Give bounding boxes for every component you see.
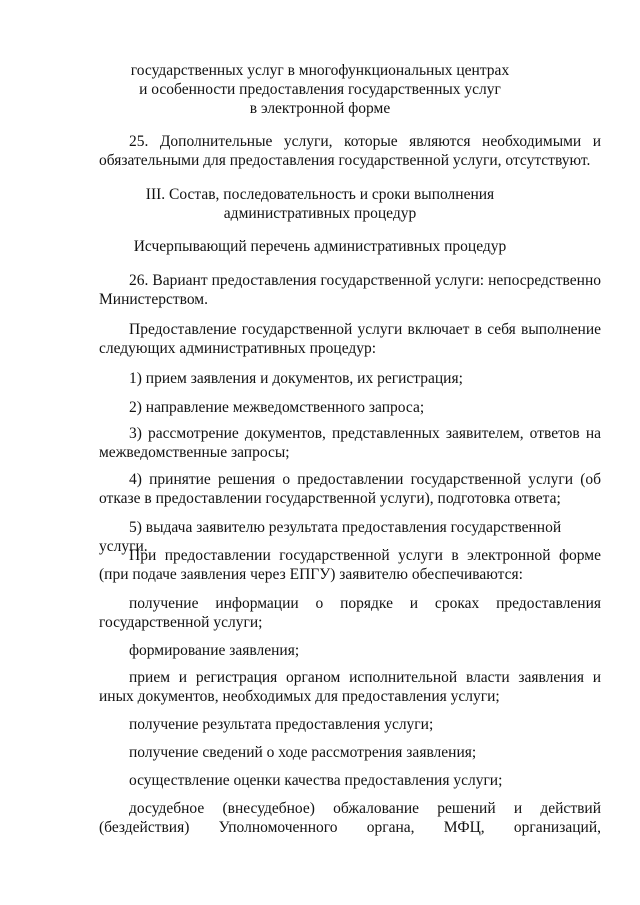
- header-line-1: государственных услуг в многофункциональных центрах: [130, 62, 510, 79]
- provision-item-4: получение результата предоставления услуги;: [129, 716, 434, 733]
- header-line-3: в электронной форме: [249, 100, 391, 117]
- last-paragraph-line-2: (бездействия) Уполномоченного органа, МФЦ, организаций,: [99, 819, 601, 836]
- electronic-form-intro: При предоставлении государственной услуги в электронной форме (при подаче заявления через ЕПГУ) заявителю обеспечиваются:: [99, 547, 601, 583]
- last-paragraph-line-1: досудебное (внесудебное) обжалование решений и действий: [129, 800, 601, 817]
- provision-item-1: получение информации о порядке и сроках предоставления государственной услуги;: [99, 595, 601, 631]
- paragraph-26: 26. Вариант предоставления государственной услуги: непосредственно Министерством.: [99, 272, 601, 308]
- provision-item-3: прием и регистрация органом исполнительной власти заявления и иных документов, необходимых для предоставления услуги;: [99, 669, 601, 705]
- subheading: Исчерпывающий перечень административных процедур: [133, 238, 507, 255]
- procedure-item-1: 1) прием заявления и документов, их регистрация;: [129, 370, 463, 387]
- provision-item-6: осуществление оценки качества предоставления услуги;: [129, 772, 503, 789]
- procedure-item-4: 4) принятие решения о предоставлении государственной услуги (об отказе в предоставлении государственной услуги), подготовка ответа;: [99, 471, 601, 507]
- procedure-item-3: 3) рассмотрение документов, представленных заявителем, ответов на межведомственные запросы;: [99, 425, 601, 461]
- procedure-item-2: 2) направление межведомственного запроса;: [129, 399, 425, 416]
- header-line-2: и особенности предоставления государственных услуг: [139, 81, 501, 98]
- provision-item-5: получение сведений о ходе рассмотрения заявления;: [129, 744, 477, 761]
- provision-item-2: формирование заявления;: [129, 642, 300, 659]
- procedures-intro: Предоставление государственной услуги включает в себя выполнение следующих административных процедур:: [99, 321, 601, 357]
- paragraph-25: 25. Дополнительные услуги, которые являются необходимыми и обязательными для предоставления государственной услуги, отсутствуют.: [99, 133, 601, 169]
- section-title-line-2: административных процедур: [223, 205, 417, 222]
- section-title-line-1: III. Состав, последовательность и сроки выполнения: [145, 186, 495, 203]
- procedure-item-5: 5) выдача заявителю результата предоставления государственной услуги.: [99, 519, 562, 555]
